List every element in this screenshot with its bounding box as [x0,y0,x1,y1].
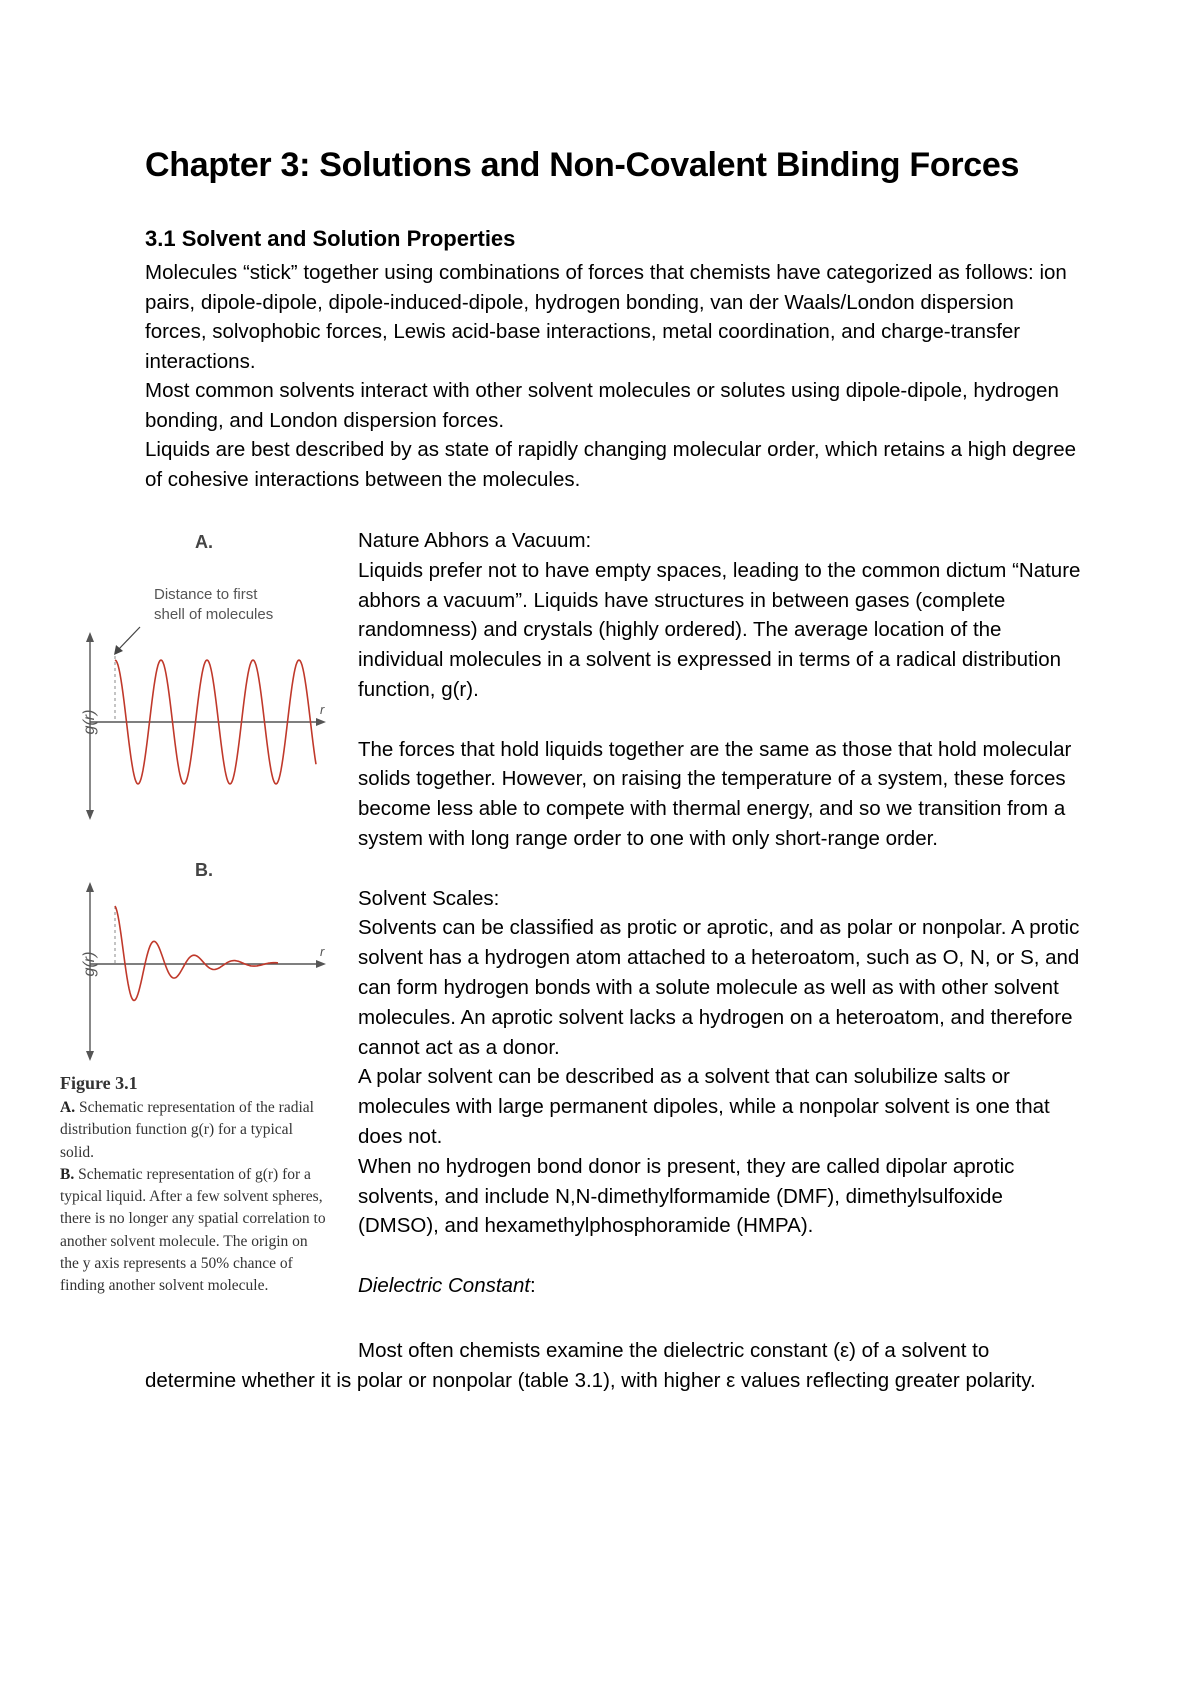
annotation-line-2: shell of molecules [154,606,274,623]
scales-heading: Solvent Scales: [358,886,500,910]
panel-a-x-arrow [316,718,326,726]
dielectric-heading-colon: : [530,1273,536,1297]
annotation-line-1: Distance to first [154,586,258,603]
figure-title: Figure 3.1 [60,1073,138,1093]
rdf-diagram [58,526,328,1071]
panel-a-x-label: r [320,702,325,717]
panel-b-label: B. [195,860,213,880]
panel-b-liquid-curve [115,906,278,1001]
panel-a-y-label: g(r) [81,709,98,735]
chapter-title: Chapter 3: Solutions and Non-Covalent Binding Forces [145,146,1020,184]
nature-paragraph-1: Liquids prefer not to have empty spaces, leading to the common dictum “Nature abhors a vacuum”. Liquids have structures in between gases (complete randomness) and crystals (highly ordered). The average location of the individual molecules in a solvent is expressed in terms of a radical distribution function, g(r). [358,558,1081,701]
panel-a-y-arrow-up [86,632,94,642]
annotation-arrow [118,627,140,650]
panel-a-label: A. [195,532,213,552]
scales-paragraph-3: When no hydrogen bond donor is present, they are called dipolar aprotic solvents, and include N,N-dimethylformamide (DMF), dimethylsulfoxide (DMSO), and hexamethylphosphoramide (HMPA). [358,1154,1015,1238]
scales-paragraph-2: A polar solvent can be described as a solvent that can solubilize salts or molecules with large permanent dipoles, while a nonpolar solvent is one that does not. [358,1065,1050,1148]
caption-a-text: Schematic representation of the radial distribution function g(r) for a typical solid. [60,1099,314,1161]
dielectric-line-1: Most often chemists examine the dielectric constant (ε) of a solvent to [358,1339,990,1362]
panel-a-y-arrow-down [86,810,94,820]
scales-paragraph-1: Solvents can be classified as protic or aprotic, and as polar or nonpolar. A protic solvent has a hydrogen atom attached to a heteroatom, such as O, N, or S, and can form hydrogen bonds with a solute molecule as well as with other solvent molecules. An aprotic solvent lacks a hydrogen on a heteroatom, and therefore cannot act as a donor. [358,916,1080,1059]
dielectric-heading-text: Dielectric Constant [358,1273,531,1297]
dielectric-heading [358,1271,1083,1301]
intro-paragraph: Liquids are best described by as state of rapidly changing molecular order, which retains a high degree of cohesive interactions between the molecules. [145,438,1077,491]
figure-caption [60,1097,328,1298]
caption-b-prefix: B. [60,1165,75,1183]
section-title: 3.1 Solvent and Solution Properties [145,226,516,251]
spacer [358,1241,1083,1271]
nature-paragraph-2: The forces that hold liquids together are the same as those that hold molecular solids together. However, on raising the temperature of a system, these forces become less able to compete with thermal energy, and so we transition from a system with long range order to one with only short-range order. [358,737,1072,850]
intro-text [145,258,1080,494]
nature-heading: Nature Abhors a Vacuum: [358,529,592,552]
caption-b [60,1164,328,1298]
figure-3-1 [58,526,328,1356]
dielectric-rest: determine whether it is polar or nonpolar (table 3.1), with higher ε values reflecting greater polarity. [145,1368,1036,1392]
intro-paragraph: Most common solvents interact with other solvent molecules or solutes using dipole-dipole, hydrogen bonding, and London dispersion forces. [145,379,1059,432]
right-column [358,526,1083,1301]
panel-b-x-label: r [320,944,325,959]
caption-a-prefix: A. [60,1099,76,1116]
dielectric-paragraph [145,1336,1085,1396]
panel-b-x-arrow [316,960,326,968]
spacer [358,854,1083,884]
spacer [358,705,1083,735]
intro-paragraph: Molecules “stick” together using combinations of forces that chemists have categorized as follows: ion pairs, dipole-dipole, dipole-induced-dipole, hydrogen bonding, van der Waals/London dispersion forces, solvophobic forces, Lewis acid-base interactions, metal coordination, and charge-transfer interactions. [145,261,1067,373]
caption-a [60,1097,328,1164]
panel-b-y-label: g(r) [81,951,98,977]
panel-b-y-arrow-down [86,1051,94,1061]
panel-b-y-arrow-up [86,882,94,892]
caption-b-text: Schematic representation of g(r) for a typical liquid. After a few solvent spheres, there is no longer any spatial correlation to another solvent molecule. The origin on the y axis represents a 50% chance of finding another solvent molecule. [60,1165,326,1295]
